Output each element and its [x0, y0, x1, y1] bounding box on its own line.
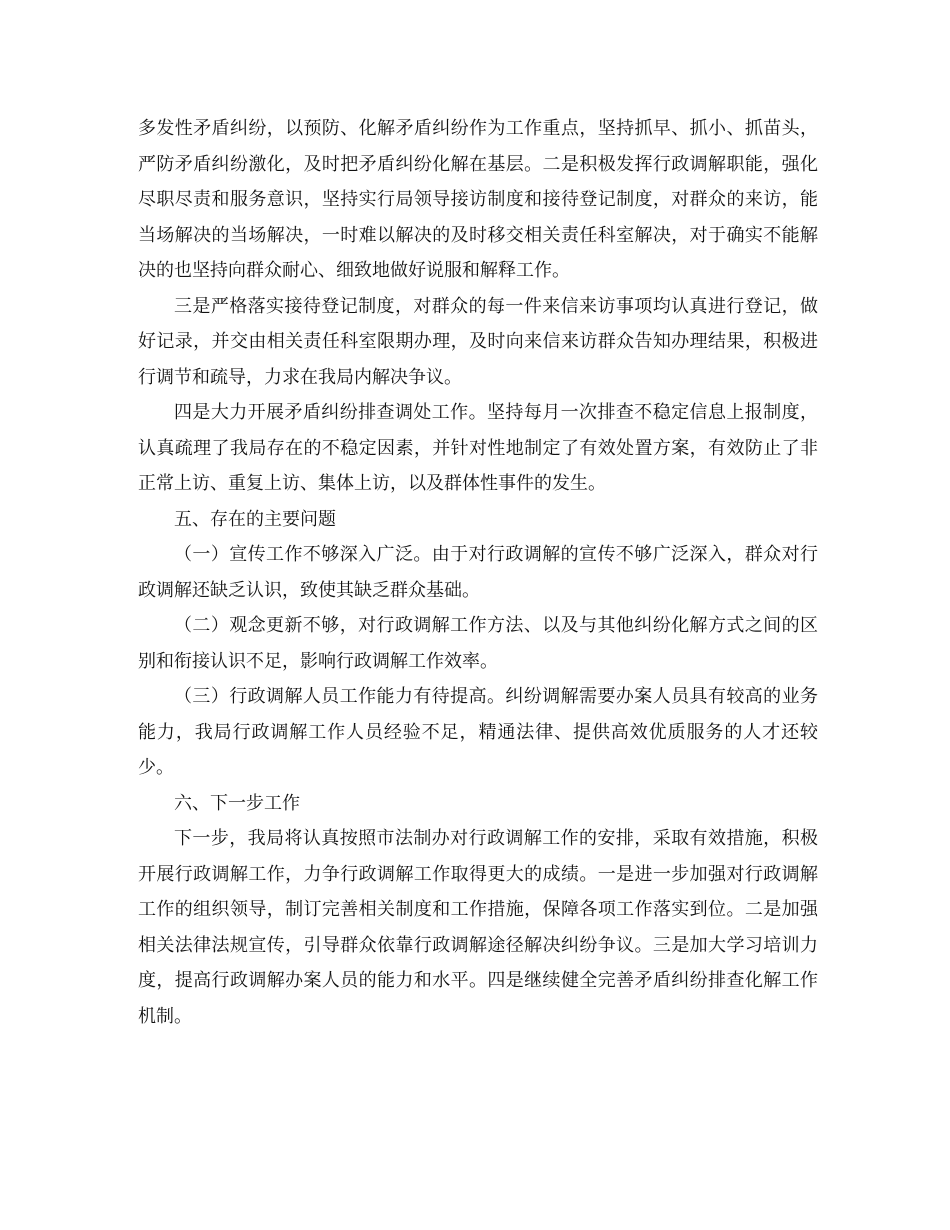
paragraph-point-four: 四是大力开展矛盾纠纷排查调处工作。坚持每月一次排查不稳定信息上报制度，认真疏理了我局存在的不稳定因素，并针对性地制定了有效处置方案，有效防止了非正常上访、重复上访、集体上访，以及群体性事件的发生。 [138, 402, 818, 494]
paragraph-problem-one: （一）宣传工作不够深入广泛。由于对行政调解的宣传不够广泛深入，群众对行政调解还缺乏认识，致使其缺乏群众基础。 [138, 544, 818, 601]
section-heading-problems: 五、存在的主要问题 [174, 508, 336, 530]
section-heading-next-steps: 六、下一步工作 [174, 792, 300, 814]
paragraph-problem-two: （二）观念更新不够，对行政调解工作方法、以及与其他纠纷化解方式之间的区别和衔接认识不足，影响行政调解工作效率。 [138, 615, 818, 672]
paragraph-continuation: 多发性矛盾纠纷，以预防、化解矛盾纠纷作为工作重点，坚持抓早、抓小、抓苗头，严防矛盾纠纷激化，及时把矛盾纠纷化解在基层。二是积极发挥行政调解职能，强化尽职尽责和服务意识，坚持实行局领导接访制度和接待登记制度，对群众的来访，能当场解决的当场解决，一时难以解决的及时移交相关责任科室解决，对于确实不能解决的也坚持向群众耐心、细致地做好说服和解释工作。 [138, 118, 818, 281]
paragraph-next-steps: 下一步，我局将认真按照市法制办对行政调解工作的安排，采取有效措施，积极开展行政调解工作，力争行政调解工作取得更大的成绩。一是进一步加强对行政调解工作的组织领导，制订完善相关制度和工作措施，保障各项工作落实到位。二是加强相关法律法规宣传，引导群众依靠行政调解途径解决纠纷争议。三是加大学习培训力度，提高行政调解办案人员的能力和水平。四是继续健全完善矛盾纠纷排查化解工作机制。 [138, 828, 818, 1027]
paragraph-point-three: 三是严格落实接待登记制度，对群众的每一件来信来访事项均认真进行登记，做好记录，并交由相关责任科室限期办理，及时向来信来访群众告知办理结果，积极进行调节和疏导，力求在我局内解决争议。 [138, 295, 818, 388]
document-body [138, 111, 818, 1034]
paragraph-problem-three: （三）行政调解人员工作能力有待提高。纠纷调解需要办案人员具有较高的业务能力，我局行政调解工作人员经验不足，精通法律、提供高效优质服务的人才还较少。 [138, 686, 818, 778]
